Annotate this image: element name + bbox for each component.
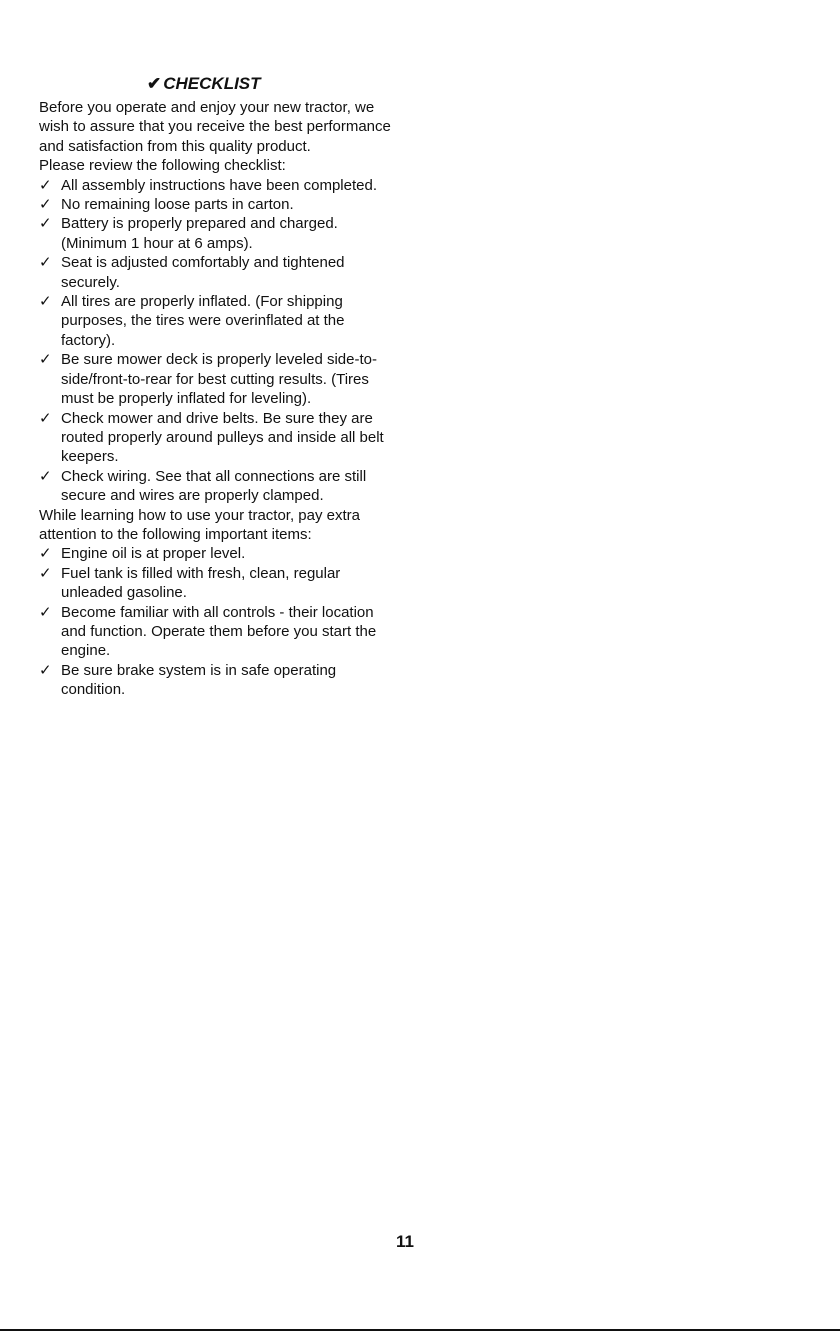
list-item-text: Become familiar with all controls - their location and function. Operate them before you start the engine. [61, 603, 377, 660]
check-icon: ✓ [39, 467, 52, 485]
check-icon: ✓ [39, 564, 52, 582]
list-item [39, 544, 399, 563]
checklist-heading [39, 74, 399, 94]
pre-operation-checklist [39, 176, 399, 506]
review-prompt: Please review the following checklist: [39, 157, 286, 175]
learning-prompt: While learning how to use your tractor, pay extra attention to the following important items: [39, 506, 360, 543]
check-icon: ✓ [39, 351, 52, 369]
list-item [39, 350, 399, 408]
check-icon: ✓ [39, 603, 52, 621]
check-icon: ✓ [39, 545, 52, 563]
list-item-text: No remaining loose parts in carton. [61, 196, 294, 214]
page-number: 11 [396, 1232, 414, 1251]
list-item [39, 195, 399, 214]
list-item [39, 603, 399, 661]
list-item [39, 467, 399, 506]
list-item-text: Check wiring. See that all connections are still secure and wires are properly clamped. [61, 467, 367, 505]
check-mark-icon: ✔ [147, 74, 162, 93]
list-item [39, 409, 399, 467]
list-item [39, 176, 399, 195]
list-item-text: Fuel tank is filled with fresh, clean, regular unleaded gasoline. [61, 564, 341, 602]
list-item [39, 253, 399, 292]
list-item-text: Battery is properly prepared and charged.(Minimum 1 hour at 6 amps). [61, 215, 338, 252]
list-item [39, 292, 399, 350]
list-item-text: Be sure mower deck is properly leveled side-to-side/front-to-rear for best cutting results. (Tires must be properly inflated for leveling). [61, 351, 377, 408]
list-item-text: Check mower and drive belts. Be sure they are routed properly around pulleys and inside all belt keepers. [61, 409, 384, 466]
check-icon: ✓ [39, 254, 52, 272]
intro-paragraph: Before you operate and enjoy your new tractor, we wish to assure that you receive the best performance and satisfaction from this quality product. [39, 99, 391, 155]
list-item-text: All tires are properly inflated. (For shipping purposes, the tires were overinflated at the factory). [61, 293, 345, 349]
heading-title: CHECKLIST [163, 74, 261, 93]
checklist-column [39, 74, 399, 700]
list-item [39, 564, 399, 603]
important-items-list [39, 544, 399, 699]
check-icon: ✓ [39, 176, 52, 194]
list-item [39, 661, 399, 700]
check-icon: ✓ [39, 215, 52, 233]
list-item-text: Seat is adjusted comfortably and tightened securely. [61, 254, 345, 291]
check-icon: ✓ [39, 196, 52, 214]
list-item-text: Be sure brake system is in safe operating condition. [61, 661, 337, 699]
check-icon: ✓ [39, 293, 52, 311]
check-icon: ✓ [39, 661, 52, 679]
list-item-text: All assembly instructions have been completed. [61, 176, 377, 194]
check-icon: ✓ [39, 409, 52, 427]
list-item [39, 214, 399, 253]
list-item-text: Engine oil is at proper level. [61, 545, 246, 563]
